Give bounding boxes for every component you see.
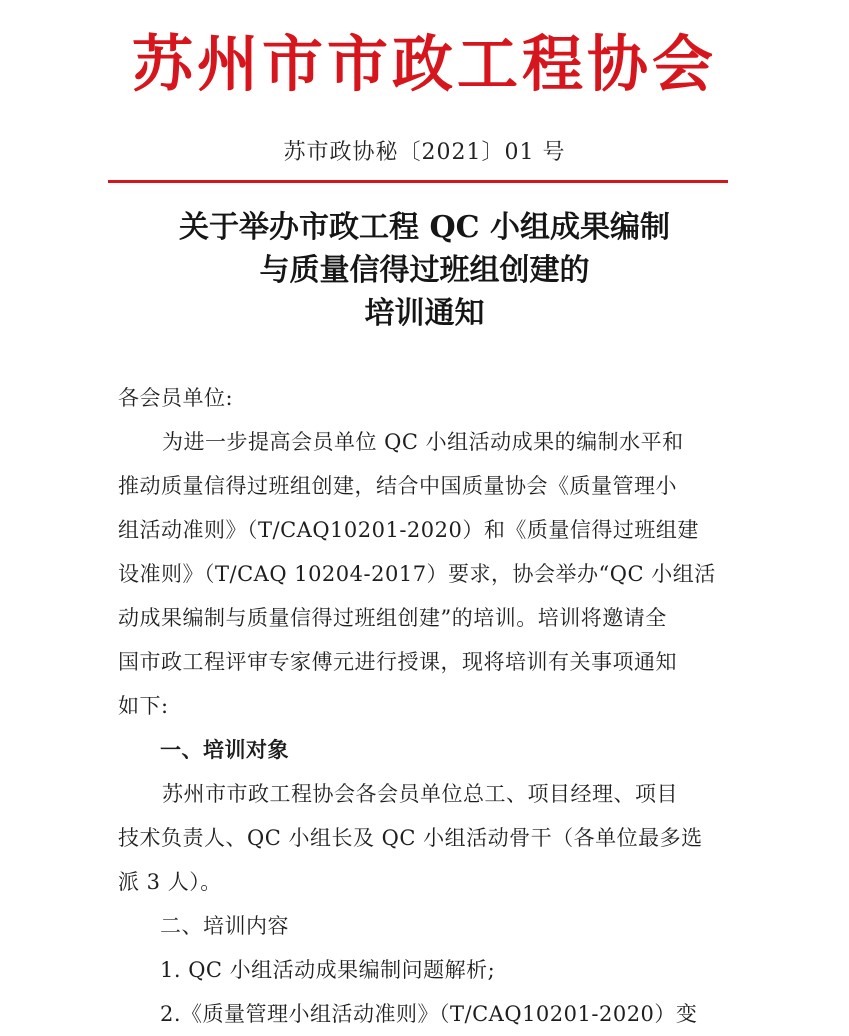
intro-line: 动成果编制与质量信得过班组创建”的培训。培训将邀请全	[118, 606, 667, 630]
list-item: 1. QC 小组活动成果编制问题解析;	[160, 958, 496, 982]
intro-line: 国市政工程评审专家傅元进行授课，现将培训有关事项通知	[118, 650, 677, 674]
intro-line: 为进一步提高会员单位 QC 小组活动成果的编制水平和	[162, 430, 684, 454]
salutation: 各会员单位:	[118, 386, 234, 410]
document-number: 苏市政协秘〔2021〕01 号	[283, 140, 566, 165]
section-heading-training-targets: 一、培训对象	[160, 738, 289, 762]
title-line-1: 关于举办市政工程 QC 小组成果编制	[179, 210, 670, 245]
header-divider	[108, 180, 728, 183]
intro-paragraph	[118, 420, 724, 728]
section1-line: 苏州市市政工程协会各会员单位总工、项目经理、项目	[162, 782, 678, 806]
document-body	[118, 376, 724, 1036]
intro-line: 设准则》（T/CAQ 10204-2017）要求，协会举办“QC 小组活	[118, 562, 716, 586]
list-item: 2.《质量管理小组活动准则》（T/CAQ10201-2020）变	[160, 1002, 698, 1026]
section2-list	[118, 948, 724, 1036]
section-heading-training-content: 二、培训内容	[160, 914, 289, 938]
document-title	[0, 206, 849, 335]
intro-line: 推动质量信得过班组创建，结合中国质量协会《质量管理小	[118, 474, 677, 498]
intro-line: 组活动准则》（T/CAQ10201-2020）和《质量信得过班组建	[118, 518, 699, 542]
organization-letterhead: 苏州市市政工程协会	[131, 29, 717, 100]
title-line-2: 与质量信得过班组创建的	[259, 253, 590, 288]
intro-line: 如下:	[118, 694, 169, 718]
section1-line: 派 3 人）。	[118, 870, 222, 894]
section1-line: 技术负责人、QC 小组长及 QC 小组活动骨干（各单位最多选	[118, 826, 703, 850]
section1-paragraph	[118, 772, 724, 904]
title-line-3: 培训通知	[364, 296, 485, 331]
